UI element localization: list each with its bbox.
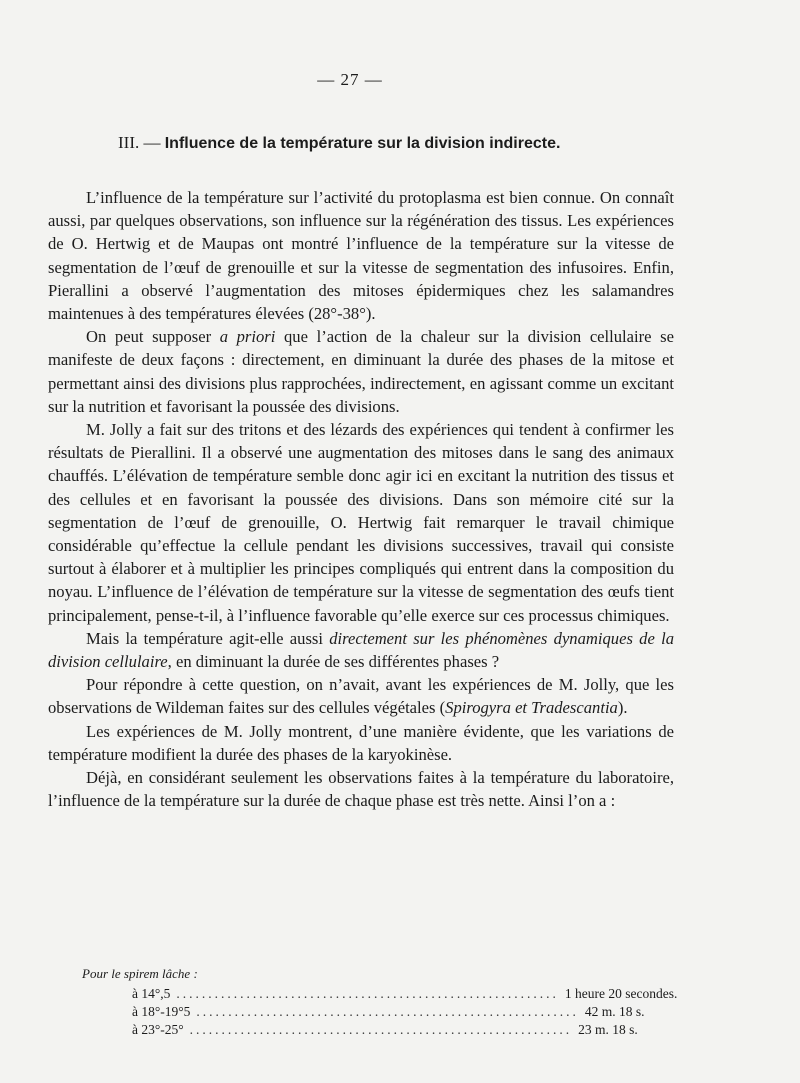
text-run: que l’action de la chaleur sur la division cellulaire se manifeste de deux façons : directement, en diminuant la durée des phases de la mitose et permettant ainsi des divisions plus rapprochées, indirectement, en agissant comme un excitant sur la nutrition et favorisant la poussée des divisions. <box>48 327 674 416</box>
text-run: M. Jolly a fait sur des tritons et des lézards des expériences qui tendent à confirmer les résultats de Pierallini. Il a observé une augmentation des mitoses dans le sang des animaux chauffés. L’élévation de température semble donc agir ici en excitant la nutrition des tissus et des cellules et en favorisant la poussée des divisions. Dans son mémoire cité sur la segmentation de l’œuf de grenouille, O. Hertwig fait remarquer le travail chimique considérable qu’effectue la cellule pendant les divisions successives, travail qui consiste surtout à élaborer et à multiplier les principes compliqués qui entrent dans la composition du noyau. L’influence de l’élévation de température sur la vitesse de segmentation des œufs tient principalement, pense-t-il, à l’influence favorable qu’elle exerce sur ces processus chimiques. <box>48 420 674 625</box>
duration-table <box>132 986 678 1040</box>
text-run: Les expériences de M. Jolly montrent, d’une manière évidente, que les variations de température modifient la durée des phases de la karyokinèse. <box>48 721 674 764</box>
paragraph <box>48 627 674 673</box>
table-row <box>132 1004 667 1022</box>
paragraph <box>48 720 674 766</box>
dot-leader: ............................................................ <box>189 1022 573 1037</box>
page-number: — 27 — <box>317 70 383 89</box>
temperature-cell: à 23°-25° <box>132 1022 184 1037</box>
text-run: Mais la température agit-elle aussi <box>86 628 330 648</box>
paragraph <box>48 325 674 418</box>
text-run: , en diminuant la durée de ses différentes phases ? <box>167 652 500 672</box>
duration-cell: 42 m. 18 s. <box>584 1004 645 1019</box>
text-run: L’influence de la température sur l’activité du protoplasma est bien connue. On connaît aussi, par quelques observations, son influence sur la régénération des tissus. Les expériences de O. Hertwig et de Maupas ont montré l’influence de la température sur la vitesse de segmentation de l’œuf de grenouille et sur la vitesse de segmentation des infusoires. Enfin, Pierallini a observé l’augmentation des mitoses épidermiques chez les salamandres maintenues à des températures élevées (28°-38°). <box>48 188 674 324</box>
text-run: On peut supposer <box>86 327 220 347</box>
body-text <box>48 186 674 812</box>
paragraph <box>48 673 674 719</box>
table-row <box>132 1022 667 1040</box>
temperature-cell: à 14°,5 <box>132 986 171 1001</box>
text-run: Pour répondre à cette question, on n’avait, avant les expériences de M. Jolly, que les observations de Wildeman faites sur des cellules végétales ( <box>48 675 674 718</box>
table-row <box>132 986 678 1004</box>
temperature-cell: à 18°-19°5 <box>132 1004 191 1019</box>
paragraph <box>48 418 674 627</box>
duration-cell: 1 heure 20 secondes. <box>564 986 678 1001</box>
paragraph <box>48 186 674 325</box>
italic-text: a priori <box>219 327 276 347</box>
italic-text: Spirogyra et Tradescantia <box>445 698 618 718</box>
text-run: ). <box>617 698 628 718</box>
dot-leader: ............................................................ <box>176 986 559 1001</box>
duration-cell: 23 m. 18 s. <box>578 1022 638 1037</box>
dot-leader: ............................................................ <box>196 1004 579 1019</box>
text-run: Déjà, en considérant seulement les observations faites à la température du laboratoire, l’influence de la température sur la durée de chaque phase est très nette. Ainsi l’on a : <box>48 768 674 811</box>
paragraph <box>48 766 674 812</box>
table-caption: Pour le spirem lâche : <box>82 966 198 981</box>
italic-text: directement sur les phénomènes dynamiques de la division cellulaire <box>48 628 674 672</box>
section-heading <box>118 133 738 153</box>
section-title: Influence de la température sur la division indirecte. <box>164 135 561 152</box>
section-number: III. — <box>118 133 161 152</box>
